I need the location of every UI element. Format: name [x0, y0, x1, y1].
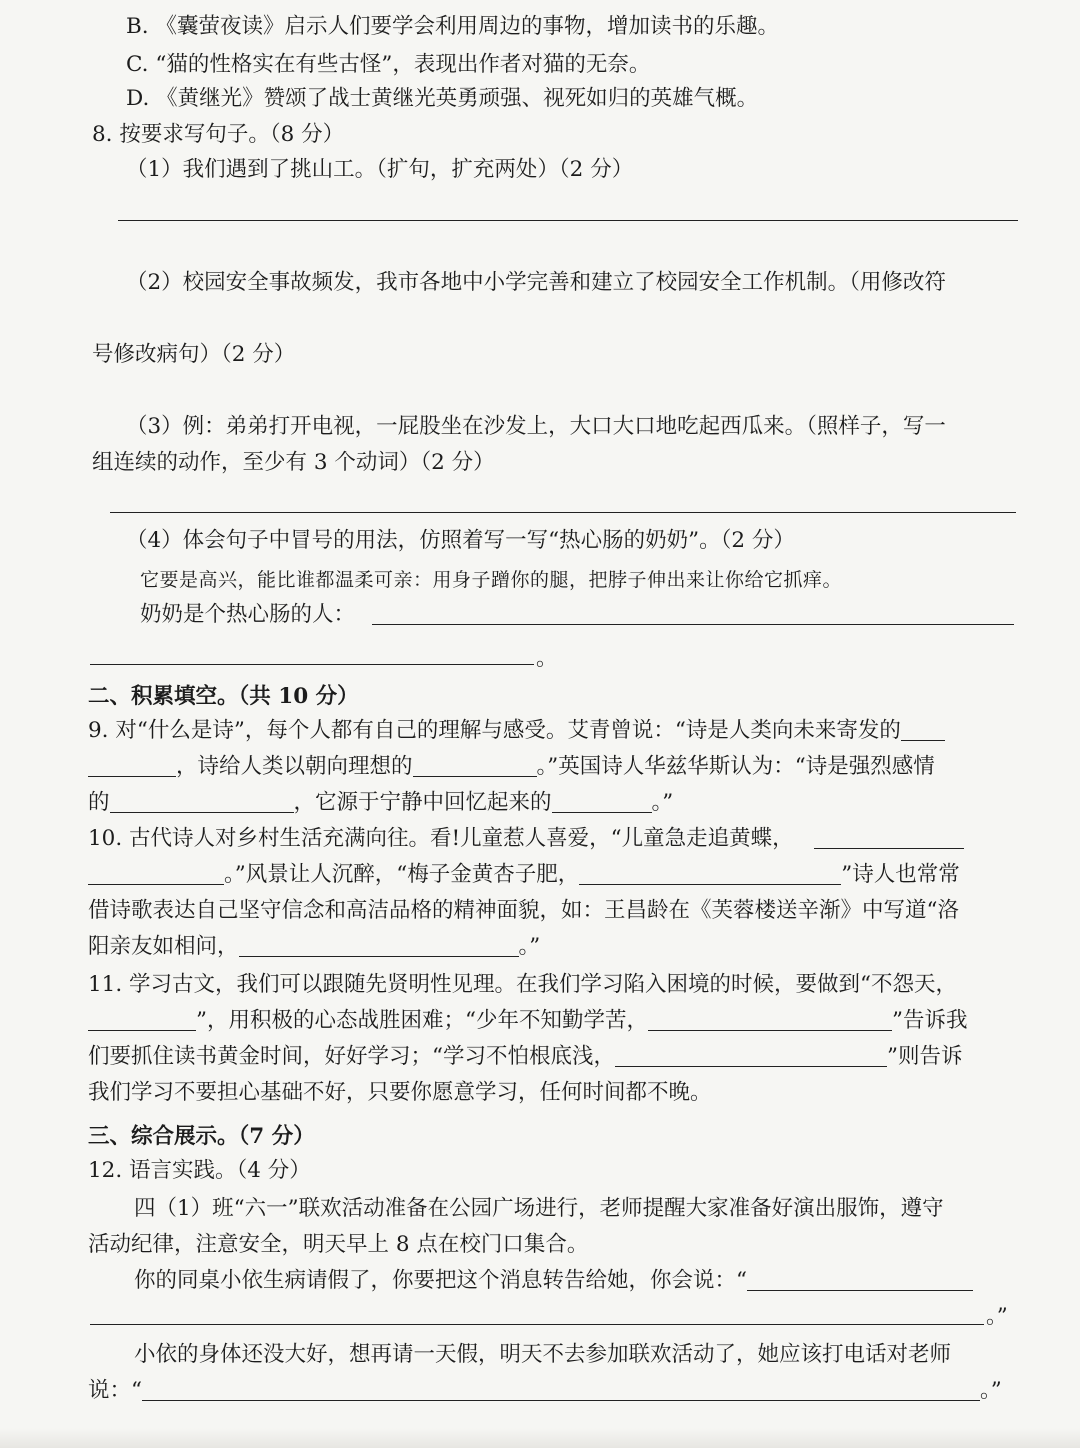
q12-para2-end: 。”: [986, 1304, 1008, 1329]
q8-part4-answer-line-1[interactable]: [372, 624, 1014, 625]
q9-line3: [88, 788, 673, 818]
q11-blank-1[interactable]: [88, 1008, 196, 1031]
q12-text-p3b2: 。”: [980, 1378, 1002, 1403]
q10-text-a: 10. 古代诗人对乡村生活充满向往。看!儿童惹人喜爱，“儿童急走追黄蝶，: [88, 826, 794, 851]
q11-line2: [88, 1006, 968, 1036]
q10-blank-3[interactable]: [239, 934, 519, 957]
q11-line4: 我们学习不要担心基础不好，只要你愿意学习，任何时间都不晚。: [88, 1080, 712, 1105]
q8-title: 8. 按要求写句子。（8 分）: [92, 122, 345, 147]
q8-part3-answer-line[interactable]: [110, 512, 1016, 513]
q12-blank-1b[interactable]: [90, 1324, 984, 1325]
q9-blank-3[interactable]: [110, 790, 294, 813]
q12-text-p3b1: 说：“: [88, 1378, 142, 1403]
q11-blank-2[interactable]: [648, 1008, 892, 1031]
q8-part1-answer-line[interactable]: [118, 220, 1018, 221]
q10-line3: 借诗歌表达自己坚守信念和高洁品格的精神面貌，如：王昌龄在《芙蓉楼送辛渐》中写道“洛: [88, 898, 959, 923]
section3-title: 三、综合展示。（7 分）: [88, 1124, 315, 1149]
q11-line1: 11. 学习古文，我们可以跟随先贤明性见理。在我们学习陷入困境的时候，要做到“不怨天，: [88, 972, 958, 997]
option-d: D. 《黄继光》赞颂了战士黄继光英勇顽强、视死如归的英雄气概。: [126, 86, 759, 111]
option-b: B. 《囊萤夜读》启示人们要学会利用周边的事物，增加读书的乐趣。: [126, 14, 779, 39]
q12-para1-line1: 四（1）班“六一”联欢活动准备在公园广场进行，老师提醒大家准备好演出服饰，遵守: [134, 1196, 944, 1221]
q9-text-b2: 。”英国诗人华兹华斯认为：“诗是强烈感情: [536, 754, 935, 779]
q9-text-b1: ，诗给人类以朝向理想的: [176, 754, 413, 779]
q11-blank-3[interactable]: [615, 1044, 887, 1067]
q10-text-d2: 。”: [518, 934, 541, 959]
option-c: C. “猫的性格实在有些古怪”，表现出作者对猫的无奈。: [126, 52, 651, 77]
q8-part1: （1）我们遇到了挑山工。（扩句，扩充两处）（2 分）: [126, 157, 634, 182]
q9-line1: [88, 716, 945, 746]
q10-line1: [88, 824, 964, 854]
q10-text-d1: 阳亲友如相问，: [88, 934, 239, 959]
q10-blank-1b[interactable]: [88, 862, 224, 885]
q9-text-a: 9. 对“什么是诗”，每个人都有自己的理解与感受。艾青曾说：“诗是人类向未来寄发的: [88, 718, 901, 743]
q10-text-b2: ”诗人也常常: [841, 862, 960, 887]
q9-text-c1: 的: [88, 790, 110, 815]
q8-part2-line1: （2）校园安全事故频发，我市各地中小学完善和建立了校园安全工作机制。（用修改符: [126, 270, 946, 295]
q9-blank-4[interactable]: [552, 790, 652, 813]
q12-para1-line2: 活动纪律，注意安全，明天早上 8 点在校门口集合。: [88, 1232, 589, 1257]
q12-para2: [134, 1266, 973, 1296]
q11-text-c2: ”则告诉: [887, 1044, 963, 1069]
q12-para3-line2: [88, 1376, 1002, 1406]
q11-text-c1: 们要抓住读书黄金时间，好好学习；“学习不怕根底浅，: [88, 1044, 615, 1069]
q8-part4-period: 。: [536, 646, 558, 671]
q8-part2-line2: 号修改病句）（2 分）: [92, 342, 296, 367]
q9-line2: [88, 752, 935, 782]
q12-blank-1a[interactable]: [747, 1268, 973, 1291]
q9-blank-2[interactable]: [413, 754, 537, 777]
scan-shadow: [0, 1428, 1080, 1448]
q12-blank-2[interactable]: [142, 1378, 980, 1401]
q12-title: 12. 语言实践。（4 分）: [88, 1158, 311, 1183]
q10-blank-2[interactable]: [579, 862, 841, 885]
q11-text-b2: ”告诉我: [892, 1008, 968, 1033]
q8-part3-line1: （3）例：弟弟打开电视，一屁股坐在沙发上，大口大口地吃起西瓜来。（照样子，写一: [126, 414, 946, 439]
q8-part3-line2: 组连续的动作，至少有 3 个动词）（2 分）: [92, 450, 495, 475]
q9-text-c2: ，它源于宁静中回忆起来的: [293, 790, 552, 815]
section2-title: 二、积累填空。（共 10 分）: [88, 684, 359, 709]
q11-text-b1: ”，用积极的心态战胜困难；“少年不知勤学苦，: [196, 1008, 648, 1033]
q12-para3-line1: 小依的身体还没大好，想再请一天假，明天不去参加联欢活动了，她应该打电话对老师: [134, 1342, 952, 1367]
q11-line3: [88, 1042, 963, 1072]
q9-text-c3: 。”: [651, 790, 674, 815]
q8-part4: （4）体会句子中冒号的用法，仿照着写一写“热心肠的奶奶”。（2 分）: [126, 528, 795, 553]
q10-blank-1a[interactable]: [814, 826, 964, 849]
q12-text-p2: 你的同桌小依生病请假了，你要把这个消息转告给她，你会说：“: [134, 1268, 747, 1293]
q9-blank-1b[interactable]: [88, 754, 176, 777]
q8-part4-example: 它要是高兴，能比谁都温柔可亲：用身子蹭你的腿，把脖子伸出来让你给它抓痒。: [140, 569, 843, 591]
q9-blank-1a[interactable]: [901, 718, 945, 741]
q10-line4: [88, 932, 540, 962]
q10-line2: [88, 860, 960, 890]
q10-text-b1: 。”风景让人沉醉，“梅子金黄杏子肥，: [224, 862, 580, 887]
q8-part4-prompt: 奶奶是个热心肠的人：: [140, 602, 356, 627]
q8-part4-answer-line-2[interactable]: [90, 664, 534, 665]
